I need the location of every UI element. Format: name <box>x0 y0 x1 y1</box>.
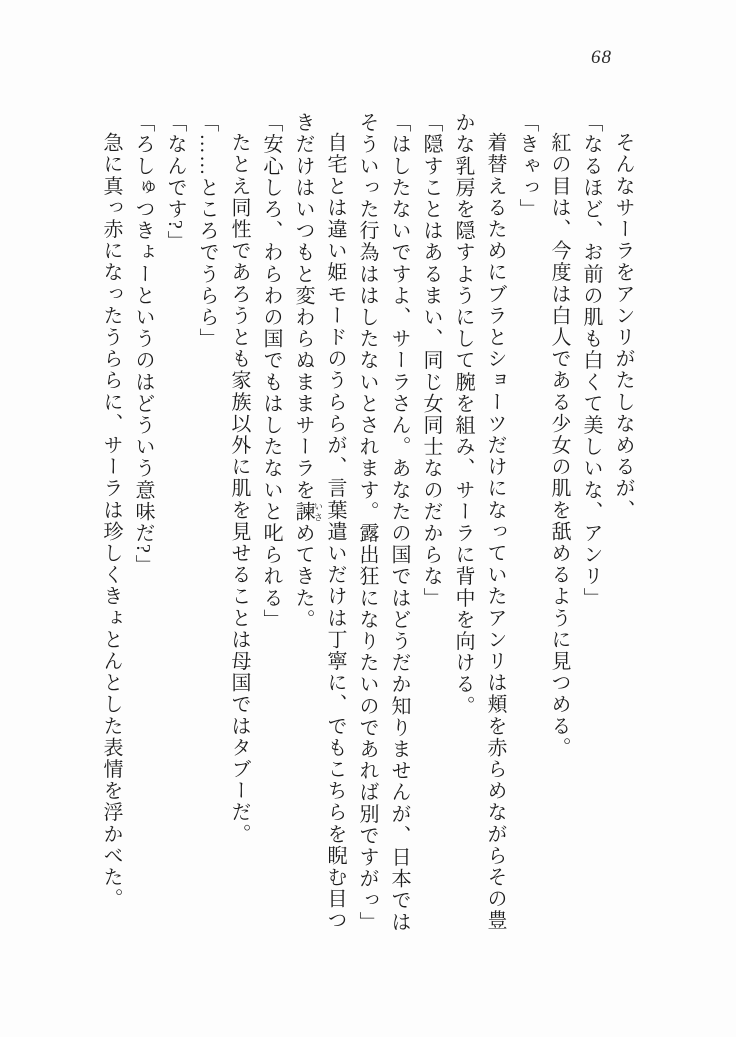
paragraph-13: 「ろしゅつきょーというのはどういう意味だ?」 <box>132 112 154 577</box>
page-number: 68 <box>591 47 612 68</box>
paragraph-12: 「なんです?」 <box>164 112 186 253</box>
paragraph-1: そんなサーラをアンリがたしなめるが、 <box>612 132 634 521</box>
paragraph-11: 「……ところでうらら」 <box>196 112 218 350</box>
paragraph-4: 「きゃっ」 <box>516 112 538 220</box>
paragraph-10: たとえ同性であろうとも家族以外に肌を見せることは母国ではタブーだ。 <box>228 132 250 845</box>
paragraph-7: 「はしたないですよ、サーラさん。あなたの国ではどうだか知りませんが、日本ではそういった行為ははしたないとされます。露出狂になりたいのであれば別ですがっ」 <box>356 112 410 933</box>
paragraph-3: 紅の目は、今度は白人である少女の肌を舐めるように見つめる。 <box>548 132 570 759</box>
furigana-ruby: 諫 いさ <box>292 500 323 523</box>
furigana-text: いさ <box>313 500 323 523</box>
paragraph-9: 「安心しろ、わらわの国でもはしたないと叱られる」 <box>260 112 282 631</box>
paragraph-8: 自宅とは違い姫モードのうららが、言葉遣いだけは丁寧に、でもこちらを睨む目つきだけはいつもと変わらぬままサーラを諫 いさめてきた。 <box>292 112 346 932</box>
paragraph-2: 「なるほど、お前の肌も白くて美しいな、アンリ」 <box>580 112 602 609</box>
paragraph-5: 着替えるためにブラとショーツだけになっていたアンリは頬を赤らめながらその豊かな乳房を隠すようにして腕を組み、サーラに背中を向ける。 <box>452 112 506 932</box>
paragraph-6: 「隠すことはあるまい、同じ女同士なのだからな」 <box>420 112 442 609</box>
text-block <box>95 112 639 939</box>
paragraph-14: 急に真っ赤になったうららに、サーラは珍しくきょとんとした表情を浮かべた。 <box>100 132 122 910</box>
